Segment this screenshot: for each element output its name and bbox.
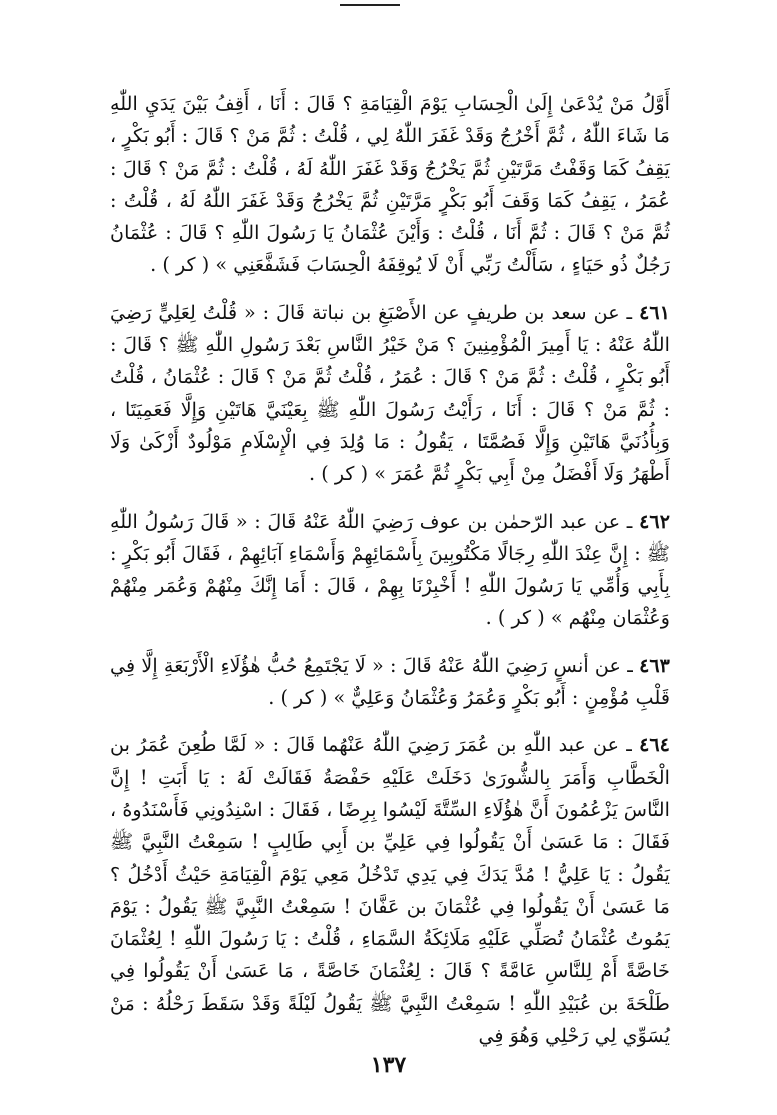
hadith-intro: ـ عن سعد بن طريفٍ عن الأَصْبَغِ بن نباتة قَالَ :: [262, 300, 633, 324]
hadith-intro: ـ عن أنسٍ رَضِيَ اللّٰهُ عَنْهُ قَالَ :: [390, 653, 633, 677]
hadith-intro: ـ عن عبد اللّٰهِ بن عُمَرَ رَضِيَ اللّٰهُ عَنْهُما قَالَ :: [272, 733, 632, 757]
hadith-464: [110, 729, 670, 1052]
hadith-462: [110, 506, 670, 635]
hadith-number: ٤٦٣: [639, 653, 670, 677]
hadith-number: ٤٦٢: [639, 509, 670, 533]
page-number: ١٣٧: [370, 1052, 407, 1078]
top-rule: [340, 4, 400, 6]
hadith-number: ٤٦٤: [639, 733, 670, 757]
hadith-intro: ـ عن عبد الرّحمٰن بن عوف رَضِيَ اللّٰهُ عَنْهُ قَالَ :: [254, 509, 633, 533]
paragraph-text: أَوَّلُ مَنْ يُدْعَىٰ إِلَىٰ الْحِسَابِ يَوْمَ الْقِيَامَةِ ؟ قَالَ : أَنَا ، أَقِفُ بَيْنَ يَدَيِ اللّٰهِ مَا شَاءَ اللّٰهُ ، ثُمَّ أَخْرُجُ وَقَدْ غَفَرَ اللّٰهُ لِي ، قُلْتُ : ثُمَّ مَنْ ؟ قَالَ : أَبُو بَكْرٍ ، يَقِفُ كَمَا وَقَفْتُ مَرَّتَيْنِ ثُمَّ يَخْرُجُ وَقَدْ غَفَرَ اللّٰهُ لَهُ ، قُلْتُ : ثُمَّ مَنْ ؟ قَالَ : عُمَرُ ، يَقِفُ كَمَا وَقَفَ أَبُو بَكْرٍ مَرَّتَيْنِ ثُمَّ يَخْرُجُ وَقَدْ غَفَرَ اللّٰهُ لَهُ ، قُلْتُ : ثُمَّ مَنْ ؟ قَالَ : ثُمَّ أَنَا ، قُلْتُ : وَأَيْنَ عُثْمَانُ يَا رَسُولَ اللّٰهِ ؟ قَالَ : عُثْمَانُ رَجُلٌ ذُو حَيَاءٍ ، سَأَلْتُ رَبِّي أَنْ لَا يُوقِفَهُ الْحِسَابَ فَشَفَّعَنِي » ( كر ) .: [110, 92, 670, 277]
hadith-text: « لَمَّا طُعِنَ عُمَرُ بن الْخَطَّابِ وَأَمَرَ بِالشُّورَىٰ دَخَلَتْ عَلَيْهِ حَفْصَةُ فَقَالَتْ لَهُ : يَا أَبَتِ ! إِنَّ النَّاسَ يَزْعُمُونَ أَنَّ هٰؤُلَاءِ السِّتَّةَ لَيْسُوا بِرِضًا ، فَقَالَ : اسْنِدُونِي فَأَسْنَدُوهُ ، فَقَالَ : مَا عَسَىٰ أَنْ يَقُولُوا فِي عَلِيِّ بن أَبِي طَالِبٍ ! سَمِعْتُ النَّبِيَّ ﷺ يَقُولُ : يَا عَلِيُّ ! مُدَّ يَدَكَ فِي يَدِي تَدْخُلُ مَعِي يَوْمَ الْقِيَامَةِ حَيْثُ أَدْخُلُ ؟ مَا عَسَىٰ أَنْ يَقُولُوا فِي عُثْمَانَ بن عَفَّانَ ! سَمِعْتُ النَّبِيَّ ﷺ يَقُولُ : يَوْمَ يَمُوتُ عُثْمَانُ تُصَلِّي عَلَيْهِ مَلَائِكَةُ السَّمَاءِ ، قُلْتُ : يَا رَسُولَ اللّٰهِ ! لِعُثْمَانَ خَاصَّةً أَمْ لِلنَّاسِ عَامَّةً ؟ قَالَ : لِعُثْمَانَ خَاصَّةً ، مَا عَسَىٰ أَنْ يَقُولُوا فِي طَلْحَةَ بن عُبَيْدِ اللّٰهِ ! سَمِعْتُ النَّبِيَّ ﷺ يَقُولُ لَيْلَةً وَقَدْ سَقَطَ رَحْلُهُ : مَنْ يُسَوِّي لِي رَحْلِي وَهُوَ فِي: [110, 733, 670, 1048]
page-body: [110, 88, 670, 1052]
hadith-number: ٤٦١: [639, 300, 670, 324]
hadith-461: [110, 297, 670, 491]
hadith-text: « لَا يَجْتَمِعُ حُبُّ هٰؤُلَاءِ الْأَرْبَعَةِ إِلَّا فِي قَلْبِ مُؤْمِنٍ : أَبُو بَكْرٍ وَعُمَرُ وَعُثْمَانُ وَعَلِيٌّ » ( كر ) .: [110, 653, 670, 710]
paragraph-continuation: [110, 88, 670, 282]
hadith-text: « قُلْتُ لِعَلِيٍّ رَضِيَ اللّٰهُ عَنْهُ : يَا أَمِيرَ الْمُؤْمِنِينَ ؟ مَنْ خَيْرُ النَّاسِ بَعْدَ رَسُولِ اللّٰهِ ﷺ ؟ قَالَ : أَبُو بَكْرٍ ، قُلْتُ : ثُمَّ مَنْ ؟ قَالَ : عُمَرُ ، قُلْتُ ثُمَّ مَنْ ؟ قَالَ : عُثْمَانُ ، قُلْتُ : ثُمَّ مَنْ ؟ قَالَ : أَنَا ، رَأَيْتُ رَسُولَ اللّٰهِ ﷺ بِعَيْنَيَّ هَاتَيْنِ وَإِلَّا فَعَمِيَتَا ، وَبِأُذُنَيَّ هَاتَيْنِ وَإِلَّا فَصُمَّتَا ، يَقُولُ : مَا وُلِدَ فِي الْإِسْلَامِ مَوْلُودٌ أَزْكَىٰ وَلَا أَطْهَرُ وَلَا أَفْضَلُ مِنْ أَبِي بَكْرٍ ثُمَّ عُمَرَ » ( كر ) .: [110, 300, 670, 486]
hadith-463: [110, 650, 670, 715]
hadith-text: « قَالَ رَسُولُ اللّٰهِ ﷺ : إِنَّ عِنْدَ اللّٰهِ رِجَالًا مَكْتُوبِينَ بِأَسْمَائِهِمْ وَأَسْمَاءِ آبَائِهِمْ ، فَقَالَ أَبُو بَكْرٍ : بِأَبِي وَأُمِّي يَا رَسُولَ اللّٰهِ ! أَخْبِرْنَا بِهِمْ ، قَالَ : أَمَا إِنَّكَ مِنْهُمْ وَعُمَر مِنْهُمْ وَعُثْمَان مِنْهُم » ( كر ) .: [110, 509, 670, 630]
